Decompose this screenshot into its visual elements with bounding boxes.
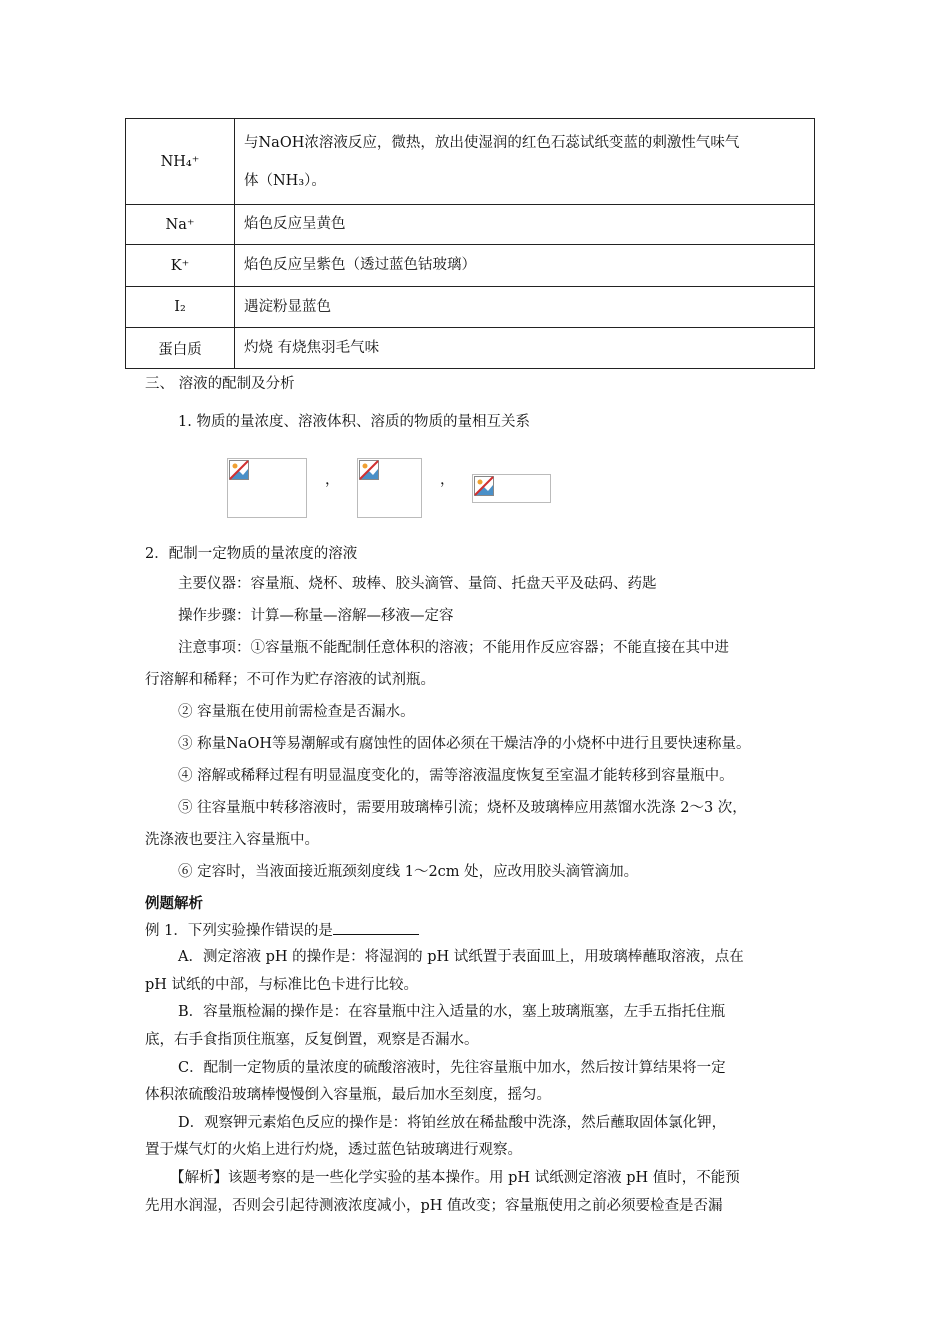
item-1-title: 1. 物质的量浓度、溶液体积、溶质的物质的量相互关系 <box>178 414 530 430</box>
broken-image-icon <box>229 460 249 480</box>
note-5-cont: 洗涤液也要注入容量瓶中。 <box>145 832 319 848</box>
table-row <box>126 119 815 205</box>
note-3: ③ 称量NaOH等易潮解或有腐蚀性的固体必须在干燥洁净的小烧杯中进行且要快速称量。 <box>178 736 751 752</box>
note-1: 注意事项：①容量瓶不能配制任意体积的溶液；不能用作反应容器；不能直接在其中进 <box>178 640 729 656</box>
option-c: C．配制一定物质的量浓度的硫酸溶液时，先往容量瓶中加水，然后按计算结果将一定 <box>178 1060 726 1076</box>
test-cell: 灼烧 有烧焦羽毛气味 <box>235 328 815 369</box>
note-1-cont: 行溶解和稀释；不可作为贮存溶液的试剂瓶。 <box>145 672 435 688</box>
instruments-text: 主要仪器：容量瓶、烧杯、玻棒、胶头滴管、量筒、托盘天平及砝码、药匙 <box>178 576 657 592</box>
formula-image-placeholder <box>227 458 307 518</box>
test-text-line: 体（NH₃）。 <box>244 172 326 189</box>
test-cell: 焰色反应呈紫色（透过蓝色钴玻璃） <box>235 245 815 287</box>
test-cell: 遇淀粉显蓝色 <box>235 287 815 328</box>
table-row <box>126 287 815 328</box>
example-question <box>145 920 419 941</box>
note-5: ⑤ 往容量瓶中转移溶液时，需要用玻璃棒引流；烧杯及玻璃棒应用蒸馏水洗涤 2～3 次， <box>178 800 747 816</box>
note-6: ⑥ 定容时，当液面接近瓶颈刻度线 1～2cm 处，应改用胶头滴管滴加。 <box>178 864 639 880</box>
ion-cell: NH₄⁺ <box>126 119 235 205</box>
item-2-title: 2．配制一定物质的量浓度的溶液 <box>145 546 358 562</box>
test-text-line: 与NaOH浓溶液反应，微热，放出使湿润的红色石蕊试纸变蓝的刺激性气味气 <box>244 134 740 151</box>
example-question-text: 例 1．下列实验操作错误的是 <box>145 923 333 939</box>
option-b: B．容量瓶检漏的操作是：在容量瓶中注入适量的水，塞上玻璃瓶塞，左手五指托住瓶 <box>178 1004 726 1020</box>
formula-separator: ， <box>325 472 340 488</box>
option-d-cont: 置于煤气灯的火焰上进行灼烧，透过蓝色钴玻璃进行观察。 <box>145 1142 522 1158</box>
option-b-cont: 底，右手食指顶住瓶塞，反复倒置，观察是否漏水。 <box>145 1032 479 1048</box>
section-heading: 三、 溶液的配制及分析 <box>145 376 295 392</box>
examples-heading: 例题解析 <box>145 895 203 912</box>
broken-image-icon <box>359 460 379 480</box>
table-row <box>126 245 815 287</box>
table-row <box>126 328 815 369</box>
broken-image-icon <box>474 476 494 496</box>
option-a: A．测定溶液 pH 的操作是：将湿润的 pH 试纸置于表面皿上，用玻璃棒蘸取溶液，点在 <box>178 949 744 965</box>
steps-text: 操作步骤：计算—称量—溶解—移液—定容 <box>178 608 454 624</box>
option-d: D．观察钾元素焰色反应的操作是：将铂丝放在稀盐酸中洗涤，然后蘸取固体氯化钾， <box>178 1115 727 1131</box>
formula-separator: ， <box>440 472 455 488</box>
formula-image-placeholder <box>357 458 422 518</box>
ion-test-table <box>125 118 815 369</box>
table-row <box>126 205 815 245</box>
test-cell <box>235 119 815 205</box>
ion-cell: Na⁺ <box>126 205 235 245</box>
test-cell: 焰色反应呈黄色 <box>235 205 815 245</box>
option-c-cont: 体积浓硫酸沿玻璃棒慢慢倒入容量瓶，最后加水至刻度，摇匀。 <box>145 1087 551 1103</box>
ion-cell: K⁺ <box>126 245 235 287</box>
note-2: ② 容量瓶在使用前需检查是否漏水。 <box>178 704 415 720</box>
ion-cell: 蛋白质 <box>126 328 235 369</box>
note-4: ④ 溶解或稀释过程有明显温度变化的，需等溶液温度恢复至室温才能转移到容量瓶中。 <box>178 768 734 784</box>
analysis-cont: 先用水润湿，否则会引起待测液浓度减小，pH 值改变；容量瓶使用之前必须要检查是否漏 <box>145 1198 723 1214</box>
ion-cell: I₂ <box>126 287 235 328</box>
answer-blank <box>333 920 419 935</box>
option-a-cont: pH 试纸的中部，与标准比色卡进行比较。 <box>145 977 419 993</box>
formula-image-placeholder <box>472 474 551 503</box>
analysis: 【解析】该题考察的是一些化学实验的基本操作。用 pH 试纸测定溶液 pH 值时，不能预 <box>170 1170 740 1186</box>
